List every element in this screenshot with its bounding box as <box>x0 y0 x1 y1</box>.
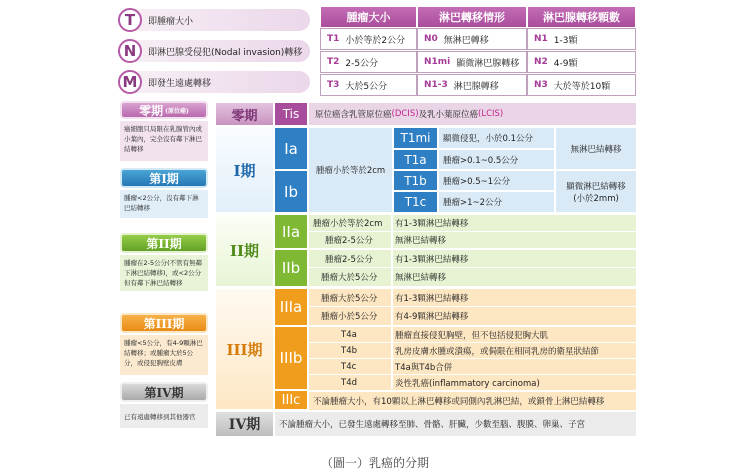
stage-2-label: II期 <box>216 215 273 286</box>
n-text: 淋巴腺轉移 <box>453 81 499 92</box>
table-row <box>320 74 636 96</box>
row-node: 乳房皮膚水腫或潰瘍，或侷限在相同乳房的衛星狀結節 <box>395 346 600 357</box>
table-row <box>309 359 636 374</box>
legend-t <box>120 9 310 31</box>
n-text: 顯微淋巴腺轉移 <box>456 58 520 69</box>
legend-t-circle: T <box>118 8 142 32</box>
badge-stage-3-name: 第III期 <box>120 313 208 333</box>
row-node: T4a與T4b合併 <box>395 362 453 373</box>
tnm-table <box>320 6 636 96</box>
row-node: 炎性乳癌(inflammatory carcinoma) <box>395 378 540 389</box>
row-size: 腫瘤小於5公分 <box>321 312 378 322</box>
legend-t-text: 即腫瘤大小 <box>148 16 194 27</box>
stage-2-rows <box>309 215 636 286</box>
row-node: 有1-3顆淋巴結轉移 <box>395 293 469 304</box>
table-row <box>309 343 636 358</box>
row-size: 腫瘤大於5公分 <box>321 273 378 283</box>
stage-iiic-desc: 不論腫瘤大小，有10顆以上淋巴轉移或同側內乳淋巴結，或鎖骨上淋巴結轉移 <box>309 392 636 410</box>
table-header: 腫瘤大小 <box>320 6 417 28</box>
stage-iia: IIa <box>275 215 307 248</box>
legend-n <box>120 40 310 62</box>
t1a-label: T1a <box>394 150 437 169</box>
t1c-desc: 腫瘤>1~2公分 <box>439 192 554 212</box>
badge-stage-4-desc: 已有遠處轉移到其他器官 <box>120 404 208 428</box>
row-t4: T4b <box>341 345 357 356</box>
n-text: 無淋巴轉移 <box>443 35 489 46</box>
row-size: 腫瘤小於等於2cm <box>313 219 383 229</box>
n-code: N1mi <box>424 57 451 67</box>
legend-m <box>120 71 310 93</box>
dcis-code: (DCIS) <box>391 109 419 119</box>
stage-ia: Ia <box>275 128 307 169</box>
row-t4: T4d <box>341 377 357 388</box>
row-node: 腫瘤直接侵犯胸壁，但不包括侵犯胸大肌 <box>395 330 549 341</box>
stage-ib: Ib <box>275 171 307 212</box>
table-row <box>309 215 636 231</box>
stage-1-size: 腫瘤小於等於2cm <box>309 128 392 212</box>
table-row <box>320 51 636 73</box>
t1c-label: T1c <box>394 192 437 212</box>
badge-stage-3 <box>120 313 208 375</box>
stage-4-desc: 不論腫瘤大小，已發生遠處轉移至肺、骨骼、肝臟，少數至腦、腹膜、卵巢、子宮 <box>275 412 636 436</box>
t1b-desc: 腫瘤>0.5~1公分 <box>439 171 554 190</box>
row-t4: T4c <box>341 361 357 372</box>
table-row <box>309 307 636 325</box>
stage-4-label: IV期 <box>216 412 273 436</box>
dcis-text: 原位癌含乳管原位癌 <box>315 110 392 120</box>
count-text: 4-9顆 <box>553 58 578 69</box>
badge-stage-0 <box>120 101 208 161</box>
divider <box>391 289 393 389</box>
badge-stage-0-note: (原位癌) <box>165 107 189 115</box>
table-header: 淋巴轉移情形 <box>417 6 527 28</box>
lcis-code: (LCIS) <box>478 109 504 119</box>
t1mi-label: T1mi <box>394 128 437 148</box>
badge-stage-0-name: 零期 <box>139 103 164 118</box>
badge-stage-2 <box>120 233 208 291</box>
n-code: N1-3 <box>424 80 448 90</box>
count-text: 大於等於10顆 <box>553 81 611 92</box>
stage-iiic: IIIc <box>275 391 307 409</box>
stage-iiib: IIIb <box>275 327 307 389</box>
row-t4: T4a <box>341 329 357 340</box>
t-code: T2 <box>327 57 340 67</box>
t-text: 2-5公分 <box>345 58 379 69</box>
stage-0-tis: Tis <box>275 103 307 125</box>
count-text: 1-3顆 <box>553 35 578 46</box>
figure-caption: （圖一）乳癌的分期 <box>320 455 429 470</box>
table-header: 淋巴腺轉移顆數 <box>527 6 636 28</box>
row-node: 無淋巴結轉移 <box>395 273 447 283</box>
n-code: N0 <box>424 34 438 44</box>
badge-stage-0-title <box>120 101 208 119</box>
t1mi-desc: 顯微侵犯，小於0.1公分 <box>439 128 554 148</box>
table-row <box>309 250 636 267</box>
table-row <box>309 327 636 342</box>
t-text: 小於等於2公分 <box>345 35 406 46</box>
stage-1-label: I期 <box>216 128 273 212</box>
badge-stage-2-name: 第II期 <box>120 233 208 253</box>
table-row <box>309 289 636 306</box>
count-code: N1 <box>534 34 548 44</box>
badge-stage-3-desc: 腫瘤<5公分，有4-9顆淋巴結轉移；或腫瘤大於5公分，或侵犯胸壁皮膚 <box>120 335 208 375</box>
row-size: 腫瘤大於5公分 <box>321 293 378 304</box>
badge-stage-2-desc: 腫瘤在2-5公分(不管有無鄰下淋巴結轉移)，或<2公分但有鄰下淋巴結轉移 <box>120 255 208 291</box>
row-node: 有1-3顆淋巴結轉移 <box>395 219 469 229</box>
row-node: 有4-9顆淋巴結轉移 <box>395 312 469 322</box>
badge-stage-1 <box>120 168 208 218</box>
stage-1-node-micro <box>556 171 636 212</box>
row-node: 有1-3顆淋巴結轉移 <box>395 254 469 265</box>
legend-m-circle: M <box>118 70 142 94</box>
stage-3-rows <box>309 289 636 410</box>
legend-m-text: 即發生遠處轉移 <box>148 78 212 89</box>
badge-stage-1-name: 第I期 <box>120 168 208 188</box>
table-row <box>309 375 636 390</box>
count-code: N2 <box>534 57 548 67</box>
count-code: N3 <box>534 80 548 90</box>
stage-3-label: III期 <box>216 289 273 409</box>
micro-node-text: 顯微淋巴結轉移 <box>566 181 626 192</box>
badge-stage-4 <box>120 382 208 428</box>
stage-0-desc <box>309 103 636 125</box>
badge-stage-0-desc: 癌細胞只局限在乳腺管內或小葉內，完全沒有鄰下淋巴結轉移 <box>120 121 208 161</box>
stage-1-node-none: 無淋巴結轉移 <box>556 128 636 169</box>
stage-iiia: IIIa <box>275 289 307 325</box>
stage-iib: IIb <box>275 250 307 286</box>
row-size: 腫瘤2-5公分 <box>325 254 373 265</box>
t1b-label: T1b <box>394 171 437 190</box>
table-row <box>320 28 636 50</box>
legend-n-text: 即淋巴腺受侵犯(Nodal invasion)轉移 <box>148 47 303 58</box>
table-row <box>309 268 636 286</box>
table-row <box>309 232 636 248</box>
row-node: 無淋巴結轉移 <box>395 236 447 246</box>
row-size: 腫瘤2-5公分 <box>325 236 373 246</box>
t-text: 大於5公分 <box>345 81 388 92</box>
divider <box>391 215 393 286</box>
t-code: T1 <box>327 34 340 44</box>
lcis-text: 及乳小葉原位癌 <box>418 110 479 120</box>
t-code: T3 <box>327 80 340 90</box>
stage-0-label: 零期 <box>216 103 273 125</box>
badge-stage-1-desc: 腫瘤<2公分，沒有鄰下淋巴結轉移 <box>120 190 208 218</box>
badge-stage-4-name: 第IV期 <box>120 382 208 402</box>
t1a-desc: 腫瘤>0.1~0.5公分 <box>439 150 554 169</box>
legend-n-circle: N <box>118 39 142 63</box>
micro-node-size: (小於2mm) <box>573 193 619 204</box>
